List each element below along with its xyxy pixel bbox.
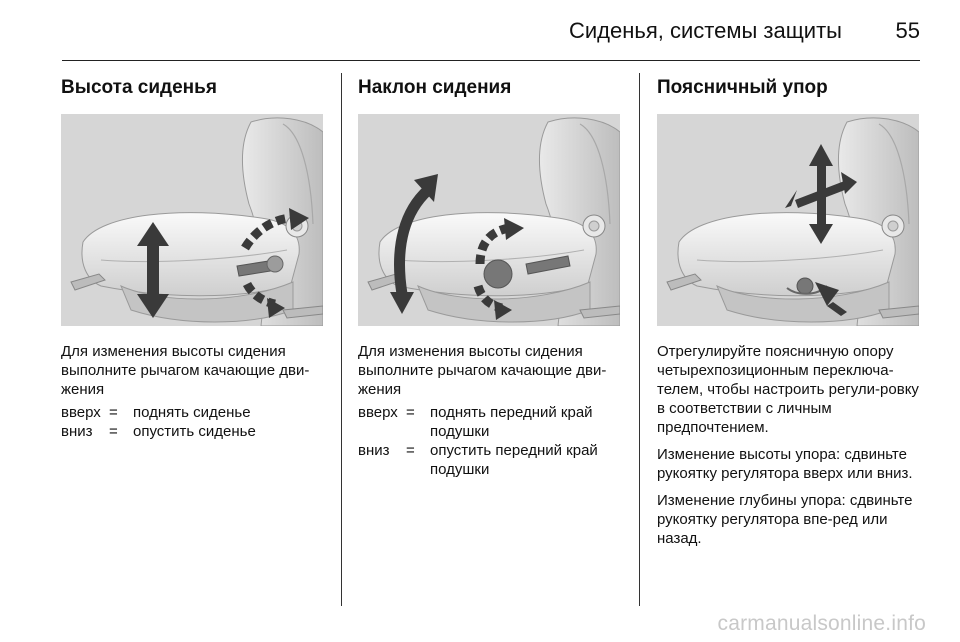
definition-list (358, 403, 622, 479)
definition-equals: = (109, 423, 118, 440)
definition-term: вниз (358, 442, 390, 459)
column-lumbar-support (657, 76, 921, 548)
page-header (0, 0, 960, 60)
definition-equals: = (109, 404, 118, 421)
instruction-text: Изменение глубины упора: сдвиньте рукоятку регулятора впе-ред или назад. (657, 492, 913, 547)
definition-description: опустить передний край подушки (430, 442, 598, 478)
watermark: carmanualsonline.info (717, 612, 926, 635)
column-divider-1 (341, 73, 342, 606)
definition-row (358, 441, 622, 479)
column-title: Поясничный упор (657, 77, 828, 98)
definition-row (61, 403, 325, 422)
definition-equals: = (406, 404, 415, 421)
column-title: Наклон сидения (358, 77, 512, 98)
instruction-text: Изменение высоты упора: сдвиньте рукоятку регулятора вверх или вниз. (657, 446, 913, 482)
lumbar-support-illustration (657, 114, 919, 326)
column-title: Высота сиденья (61, 77, 217, 98)
definition-list (61, 403, 325, 441)
seat-height-illustration (61, 114, 323, 326)
definition-row (61, 422, 325, 441)
page-number: 55 (895, 18, 920, 43)
seat-tilt-illustration (358, 114, 620, 326)
definition-description: поднять сиденье (133, 404, 251, 421)
column-divider-2 (639, 73, 640, 606)
column-seat-height (61, 76, 325, 441)
instruction-text: Для изменения высоты сидения выполните рычагом качающие дви-жения (358, 343, 607, 398)
definition-term: вверх (358, 404, 398, 421)
definition-term: вверх (61, 404, 101, 421)
definition-term: вниз (61, 423, 93, 440)
instruction-text: Для изменения высоты сидения выполните рычагом качающие дви-жения (61, 343, 310, 398)
instruction-text: Отрегулируйте поясничную опору четырехпозиционным переключа-телем, чтобы настроить регули-ровку в соответствии с личным предпочтением. (657, 343, 919, 436)
section-title: Сиденья, системы защиты (568, 18, 842, 43)
definition-equals: = (406, 442, 415, 459)
header-divider (62, 60, 920, 61)
definition-row (358, 403, 622, 441)
column-seat-tilt (358, 76, 622, 479)
definition-description: поднять передний край подушки (430, 404, 593, 440)
definition-description: опустить сиденье (133, 423, 256, 440)
